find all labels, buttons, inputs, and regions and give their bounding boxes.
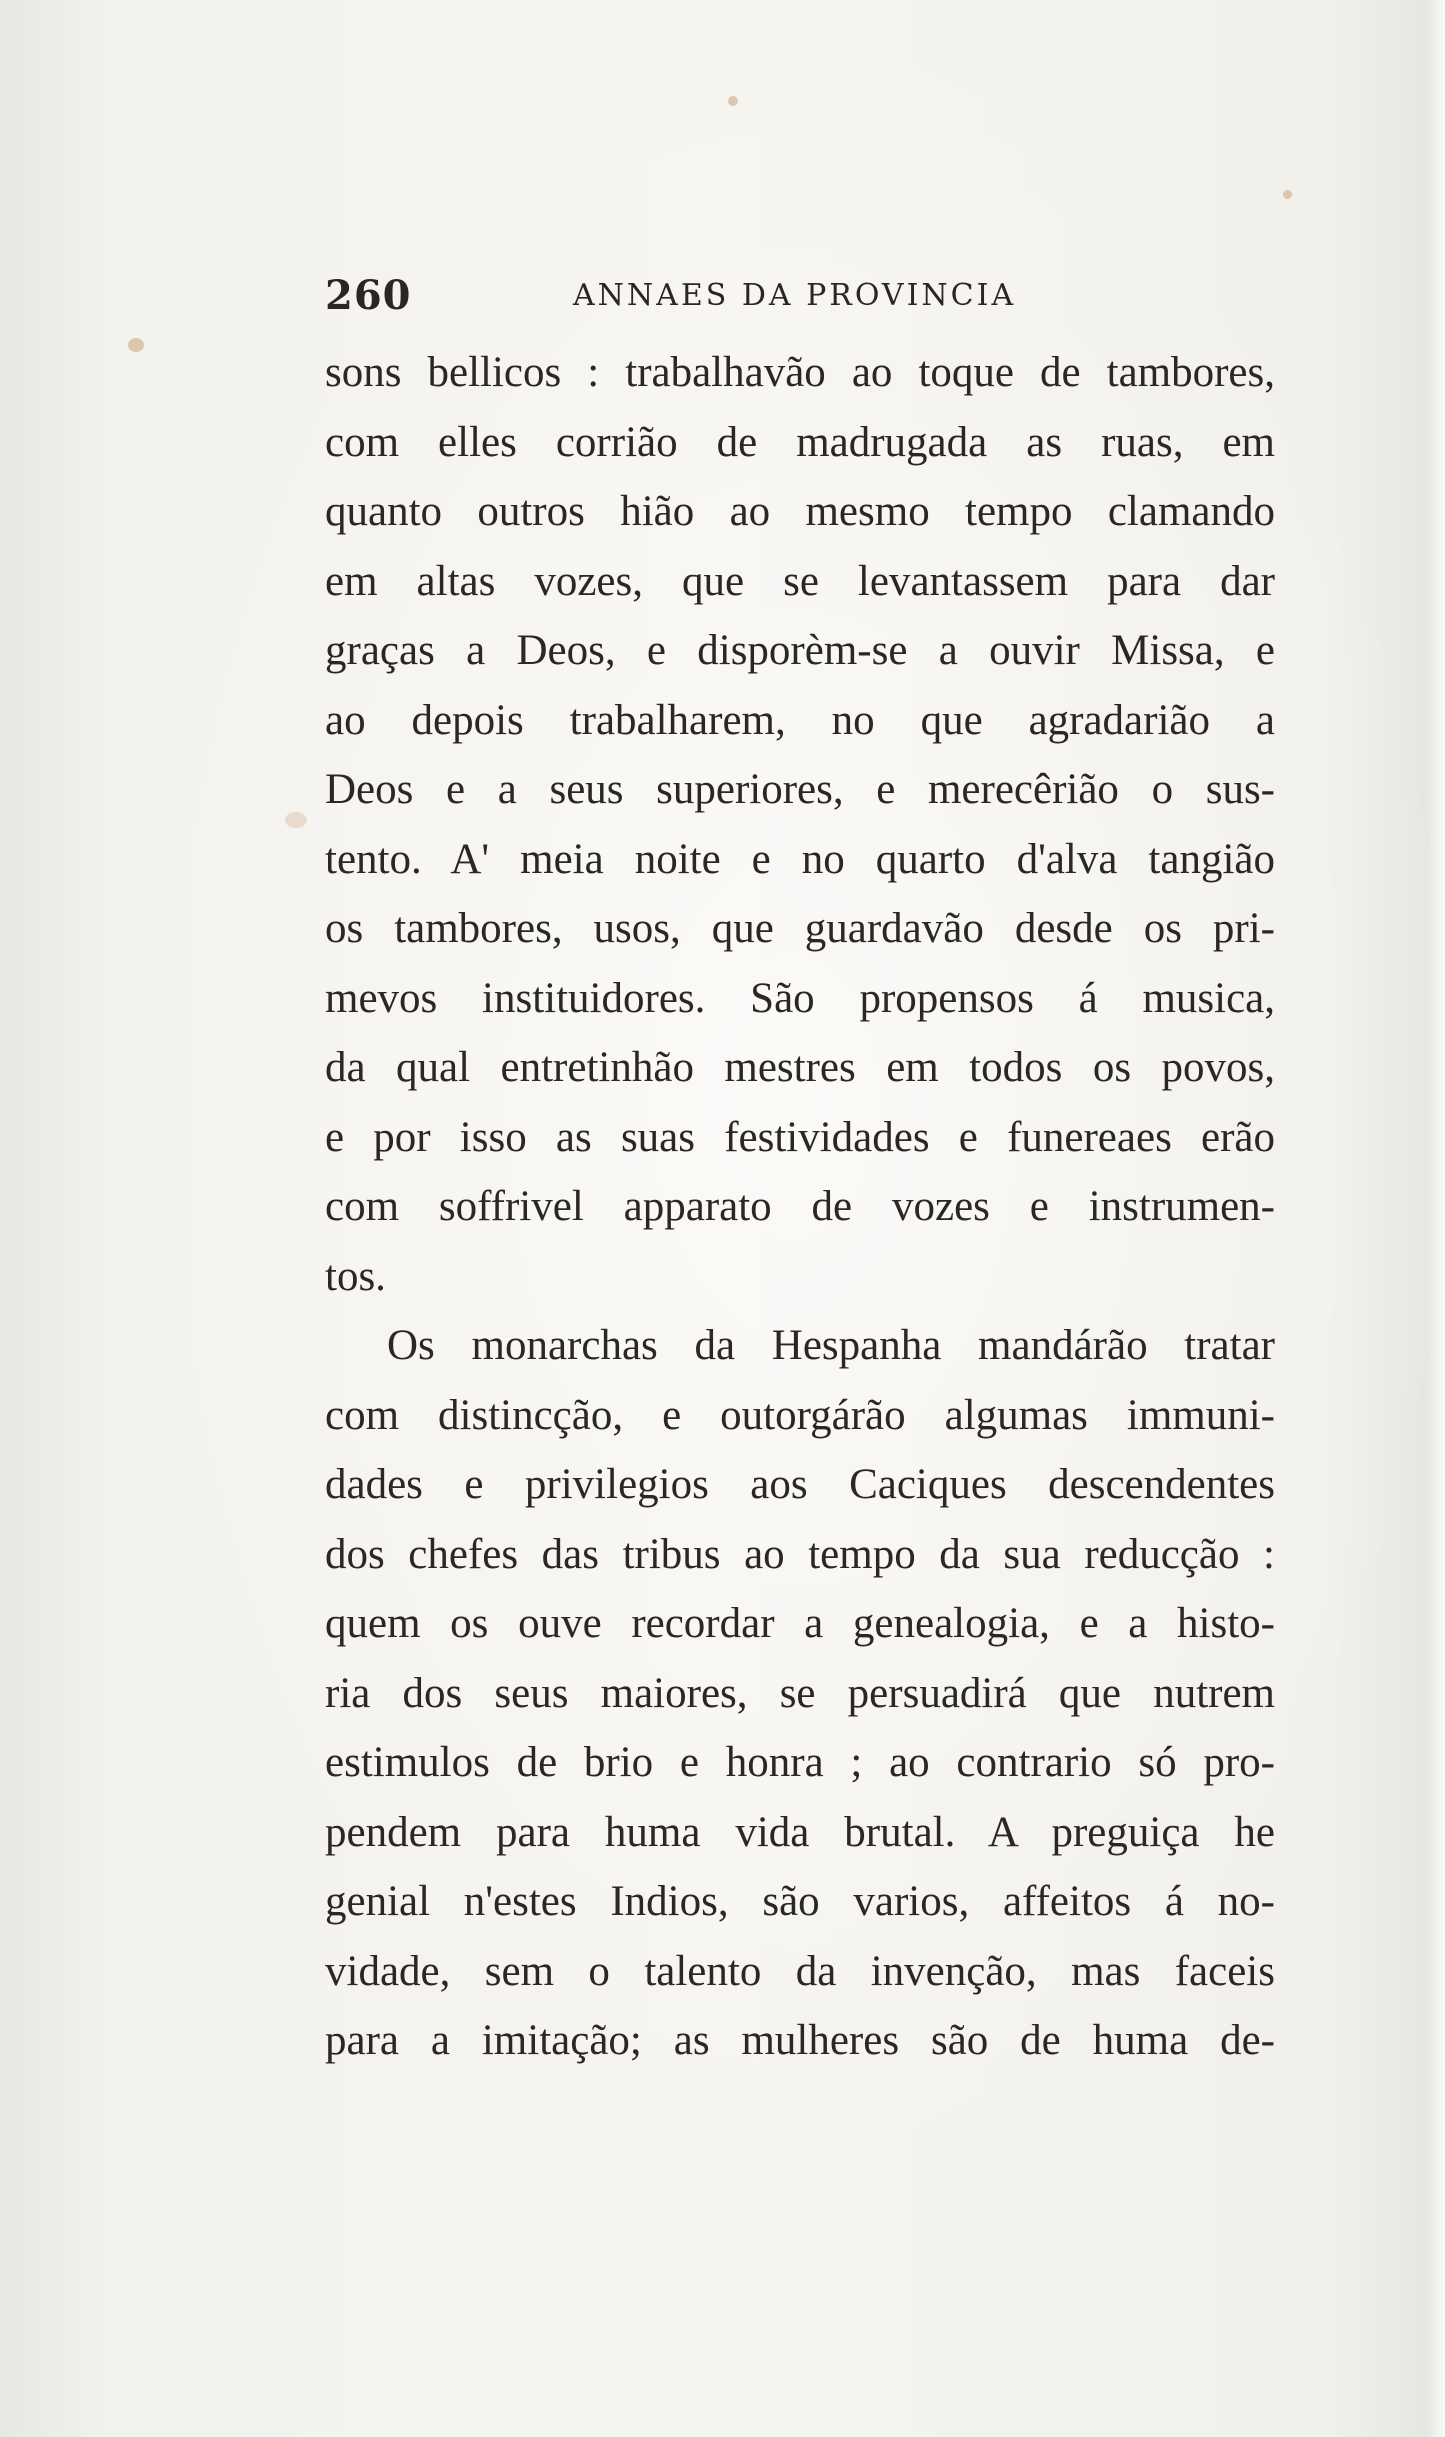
text-line: quem os ouve recordar a genealogia, e a histo- — [325, 1600, 1275, 1647]
text-line: ao depois trabalharem, no que agradarião a — [325, 696, 1275, 744]
page-edge — [1427, 0, 1445, 2437]
text-line: Os monarchas da Hespanha mandárão tratar — [387, 1322, 1275, 1369]
text-line: da qual entretinhão mestres em todos os povos, — [325, 1044, 1275, 1091]
text-line: e por isso as suas festividades e funereaes erão — [325, 1113, 1275, 1161]
text-line: para a imitação; as mulheres são de huma de- — [325, 2017, 1275, 2064]
page-number: 260 — [325, 272, 412, 319]
text-line: em altas vozes, que se levantassem para dar — [325, 557, 1275, 605]
text-line: tento. A' meia noite e no quarto d'alva tangião — [325, 835, 1275, 883]
foxing-spot — [728, 96, 738, 106]
text-line: graças a Deos, e disporèm-se a ouvir Missa, e — [325, 627, 1275, 674]
text-line: mevos instituidores. São propensos á musica, — [325, 974, 1275, 1022]
body-text — [325, 338, 1275, 2076]
foxing-spot — [1283, 190, 1292, 199]
foxing-spot — [285, 812, 307, 828]
text-line: Deos e a seus superiores, e merecêrião o sus- — [325, 766, 1275, 813]
text-line: com soffrivel apparato de vozes e instrumen- — [325, 1183, 1275, 1230]
running-head: ANNAES DA PROVINCIA — [573, 278, 1017, 313]
text-line: vidade, sem o talento da invenção, mas faceis — [325, 1947, 1275, 1995]
text-line: tos. — [325, 1252, 386, 1300]
text-line: genial n'estes Indios, são varios, affeitos á no- — [325, 1878, 1275, 1925]
paragraph — [325, 1311, 1275, 2076]
paragraph — [325, 338, 1275, 1311]
text-line: quanto outros hião ao mesmo tempo clamando — [325, 488, 1275, 535]
text-line: os tambores, usos, que guardavão desde os pri- — [325, 905, 1275, 952]
text-line: com elles corrião de madrugada as ruas, em — [325, 418, 1275, 466]
text-line: pendem para huma vida brutal. A preguiça he — [325, 1808, 1275, 1856]
text-line: com distincção, e outorgárão algumas immuni- — [325, 1391, 1275, 1439]
text-line: dos chefes das tribus ao tempo da sua reducção : — [325, 1530, 1275, 1578]
page-header — [325, 268, 1265, 328]
foxing-spot — [128, 338, 144, 352]
text-line: sons bellicos : trabalhavão ao toque de tambores, — [325, 349, 1275, 396]
text-line: ria dos seus maiores, se persuadirá que nutrem — [325, 1669, 1275, 1717]
text-line: estimulos de brio e honra ; ao contrario só pro- — [325, 1739, 1275, 1786]
text-line: dades e privilegios aos Caciques descendentes — [325, 1461, 1275, 1508]
